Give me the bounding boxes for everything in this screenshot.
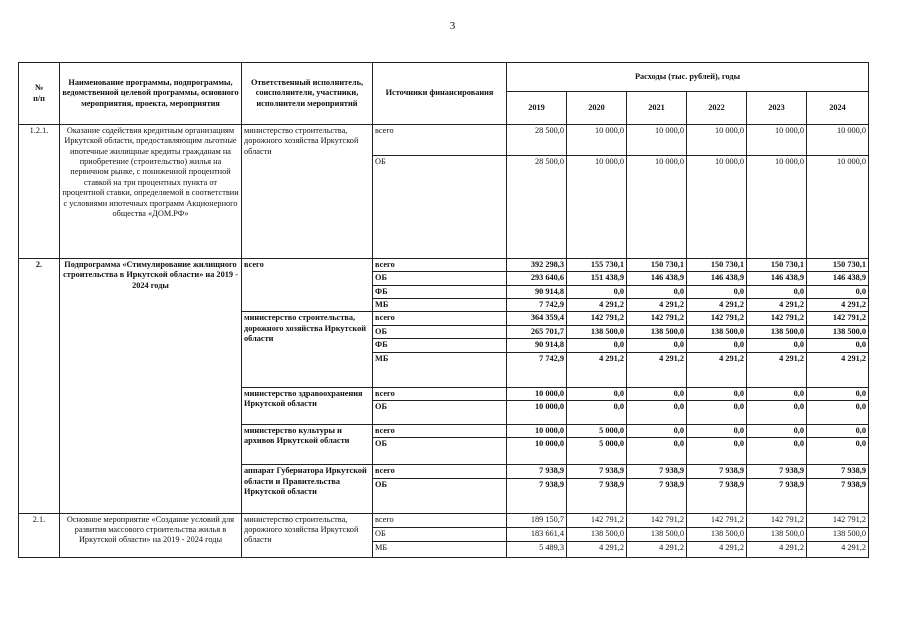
- value-cell: 10 000,0: [807, 156, 869, 259]
- source-cell: ФБ: [373, 339, 507, 352]
- value-cell: 146 438,9: [807, 272, 869, 285]
- value-cell: 4 291,2: [807, 299, 869, 312]
- value-cell: 142 791,2: [627, 513, 687, 527]
- table-row: [19, 125, 869, 156]
- value-cell: 0,0: [687, 438, 747, 465]
- year-header: 2024: [807, 92, 869, 125]
- value-cell: 364 359,4: [507, 312, 567, 325]
- value-cell: 0,0: [627, 438, 687, 465]
- value-cell: 0,0: [687, 400, 747, 424]
- item-name: Основное мероприятие «Создание условий для развития массового строительства жилья в Иркутской области» на 2019 - 2024 годы: [60, 513, 242, 557]
- value-cell: 10 000,0: [507, 387, 567, 400]
- value-cell: 142 791,2: [747, 312, 807, 325]
- value-cell: 5 000,0: [567, 424, 627, 437]
- col-header-source: Источники финансирования: [373, 63, 507, 125]
- value-cell: 138 500,0: [747, 325, 807, 338]
- value-cell: 150 730,1: [807, 259, 869, 272]
- value-cell: 4 291,2: [687, 541, 747, 557]
- value-cell: 4 291,2: [627, 352, 687, 387]
- value-cell: 7 938,9: [687, 478, 747, 513]
- row-number: 2.: [19, 259, 60, 514]
- value-cell: 150 730,1: [747, 259, 807, 272]
- source-cell: МБ: [373, 352, 507, 387]
- value-cell: 142 791,2: [687, 513, 747, 527]
- col-header-expenses: Расходы (тыс. рублей), годы: [507, 63, 869, 92]
- row-number: 2.1.: [19, 513, 60, 557]
- source-cell: ОБ: [373, 527, 507, 541]
- value-cell: 0,0: [807, 400, 869, 424]
- col-header-executor: Ответственный исполнитель, соисполнители, участники, исполнители мероприятий: [242, 63, 373, 125]
- source-cell: всего: [373, 424, 507, 437]
- value-cell: 150 730,1: [687, 259, 747, 272]
- executor-cell: министерство здравоохранения Иркутской области: [242, 387, 373, 424]
- value-cell: 0,0: [627, 339, 687, 352]
- value-cell: 142 791,2: [567, 312, 627, 325]
- source-cell: ОБ: [373, 400, 507, 424]
- value-cell: 0,0: [807, 285, 869, 298]
- table-body: [19, 125, 869, 558]
- table-row: [19, 259, 869, 272]
- value-cell: 4 291,2: [627, 541, 687, 557]
- source-cell: всего: [373, 513, 507, 527]
- value-cell: 7 742,9: [507, 352, 567, 387]
- value-cell: 0,0: [567, 339, 627, 352]
- value-cell: 0,0: [567, 400, 627, 424]
- value-cell: 90 914,8: [507, 339, 567, 352]
- value-cell: 7 938,9: [567, 465, 627, 478]
- value-cell: 28 500,0: [507, 156, 567, 259]
- value-cell: 4 291,2: [807, 541, 869, 557]
- value-cell: 7 742,9: [507, 299, 567, 312]
- value-cell: 138 500,0: [627, 325, 687, 338]
- row-number: 1.2.1.: [19, 125, 60, 259]
- value-cell: 0,0: [627, 400, 687, 424]
- value-cell: 7 938,9: [687, 465, 747, 478]
- page-number: 3: [449, 20, 456, 32]
- value-cell: 4 291,2: [627, 299, 687, 312]
- value-cell: 10 000,0: [507, 438, 567, 465]
- value-cell: 155 730,1: [567, 259, 627, 272]
- value-cell: 138 500,0: [687, 527, 747, 541]
- value-cell: 4 291,2: [747, 541, 807, 557]
- value-cell: 150 730,1: [627, 259, 687, 272]
- year-header: 2023: [747, 92, 807, 125]
- value-cell: 10 000,0: [687, 156, 747, 259]
- value-cell: 0,0: [807, 387, 869, 400]
- value-cell: 138 500,0: [807, 527, 869, 541]
- value-cell: 138 500,0: [747, 527, 807, 541]
- value-cell: 138 500,0: [567, 325, 627, 338]
- source-cell: ФБ: [373, 285, 507, 298]
- value-cell: 7 938,9: [507, 478, 567, 513]
- value-cell: 392 298,3: [507, 259, 567, 272]
- executor-cell: всего: [242, 259, 373, 312]
- source-cell: ОБ: [373, 478, 507, 513]
- value-cell: 0,0: [747, 424, 807, 437]
- value-cell: 4 291,2: [747, 352, 807, 387]
- source-cell: всего: [373, 387, 507, 400]
- source-cell: ОБ: [373, 438, 507, 465]
- value-cell: 10 000,0: [507, 400, 567, 424]
- value-cell: 293 640,6: [507, 272, 567, 285]
- value-cell: 0,0: [747, 387, 807, 400]
- value-cell: 0,0: [627, 285, 687, 298]
- value-cell: 4 291,2: [687, 299, 747, 312]
- value-cell: 0,0: [807, 424, 869, 437]
- value-cell: 0,0: [747, 285, 807, 298]
- value-cell: 7 938,9: [627, 478, 687, 513]
- value-cell: 142 791,2: [687, 312, 747, 325]
- expenses-table: [18, 62, 869, 558]
- value-cell: 0,0: [747, 438, 807, 465]
- value-cell: 0,0: [747, 400, 807, 424]
- value-cell: 142 791,2: [747, 513, 807, 527]
- source-cell: всего: [373, 259, 507, 272]
- source-cell: ОБ: [373, 325, 507, 338]
- value-cell: 7 938,9: [807, 478, 869, 513]
- value-cell: 0,0: [627, 424, 687, 437]
- value-cell: 0,0: [687, 285, 747, 298]
- value-cell: 142 791,2: [807, 513, 869, 527]
- year-header: 2019: [507, 92, 567, 125]
- value-cell: 10 000,0: [507, 424, 567, 437]
- item-name: Оказание содействия кредитным организациям Иркутской области, предоставляющим льготные ипотечные жилищные кредиты гражданам на приобретение (строительство) жилья на первичном рынке, с пониженной процентной ставкой на три процентных пункта от процентной ставки, определяемой в соответствии с условиями ипотечных программ Акционерного общества «ДОМ.РФ»: [60, 125, 242, 259]
- executor-cell: министерство культуры и архивов Иркутской области: [242, 424, 373, 464]
- value-cell: 4 291,2: [747, 299, 807, 312]
- value-cell: 10 000,0: [627, 125, 687, 156]
- value-cell: 5 000,0: [567, 438, 627, 465]
- value-cell: 0,0: [807, 339, 869, 352]
- source-cell: МБ: [373, 541, 507, 557]
- value-cell: 146 438,9: [627, 272, 687, 285]
- value-cell: 10 000,0: [687, 125, 747, 156]
- source-cell: всего: [373, 312, 507, 325]
- value-cell: 151 438,9: [567, 272, 627, 285]
- year-header: 2020: [567, 92, 627, 125]
- value-cell: 0,0: [687, 424, 747, 437]
- value-cell: 5 489,3: [507, 541, 567, 557]
- executor-cell: министерство строительства, дорожного хозяйства Иркутской области: [242, 513, 373, 557]
- value-cell: 142 791,2: [627, 312, 687, 325]
- col-header-num: № п/п: [19, 63, 60, 125]
- value-cell: 4 291,2: [807, 352, 869, 387]
- year-header: 2022: [687, 92, 747, 125]
- col-header-name: Наименование программы, подпрограммы, ведомственной целевой программы, основного мероприятия, проекта, мероприятия: [60, 63, 242, 125]
- source-cell: всего: [373, 465, 507, 478]
- value-cell: 0,0: [687, 339, 747, 352]
- value-cell: 4 291,2: [567, 352, 627, 387]
- value-cell: 138 500,0: [807, 325, 869, 338]
- value-cell: 7 938,9: [567, 478, 627, 513]
- value-cell: 189 150,7: [507, 513, 567, 527]
- executor-cell: аппарат Губернатора Иркутской области и Правительства Иркутской области: [242, 465, 373, 513]
- value-cell: 10 000,0: [807, 125, 869, 156]
- value-cell: 10 000,0: [567, 125, 627, 156]
- value-cell: 4 291,2: [567, 541, 627, 557]
- value-cell: 7 938,9: [627, 465, 687, 478]
- value-cell: 4 291,2: [567, 299, 627, 312]
- value-cell: 142 791,2: [567, 513, 627, 527]
- table-row: [19, 513, 869, 527]
- year-header: 2021: [627, 92, 687, 125]
- value-cell: 138 500,0: [567, 527, 627, 541]
- executor-cell: министерство строительства, дорожного хозяйства Иркутской области: [242, 125, 373, 259]
- value-cell: 146 438,9: [687, 272, 747, 285]
- value-cell: 7 938,9: [507, 465, 567, 478]
- value-cell: 7 938,9: [747, 478, 807, 513]
- value-cell: 0,0: [567, 387, 627, 400]
- value-cell: 138 500,0: [687, 325, 747, 338]
- value-cell: 4 291,2: [687, 352, 747, 387]
- value-cell: 265 701,7: [507, 325, 567, 338]
- value-cell: 10 000,0: [567, 156, 627, 259]
- value-cell: 183 661,4: [507, 527, 567, 541]
- value-cell: 28 500,0: [507, 125, 567, 156]
- source-cell: ОБ: [373, 272, 507, 285]
- source-cell: МБ: [373, 299, 507, 312]
- value-cell: 138 500,0: [627, 527, 687, 541]
- value-cell: 10 000,0: [627, 156, 687, 259]
- value-cell: 146 438,9: [747, 272, 807, 285]
- source-cell: ОБ: [373, 156, 507, 259]
- value-cell: 0,0: [567, 285, 627, 298]
- value-cell: 0,0: [807, 438, 869, 465]
- value-cell: 0,0: [627, 387, 687, 400]
- value-cell: 10 000,0: [747, 156, 807, 259]
- value-cell: 90 914,8: [507, 285, 567, 298]
- item-name: Подпрограмма «Стимулирование жилищного строительства в Иркутской области» на 2019 - 2024 годы: [60, 259, 242, 514]
- value-cell: 0,0: [747, 339, 807, 352]
- value-cell: 7 938,9: [747, 465, 807, 478]
- value-cell: 142 791,2: [807, 312, 869, 325]
- value-cell: 10 000,0: [747, 125, 807, 156]
- executor-cell: министерство строительства, дорожного хозяйства Иркутской области: [242, 312, 373, 387]
- value-cell: 0,0: [687, 387, 747, 400]
- source-cell: всего: [373, 125, 507, 156]
- value-cell: 7 938,9: [807, 465, 869, 478]
